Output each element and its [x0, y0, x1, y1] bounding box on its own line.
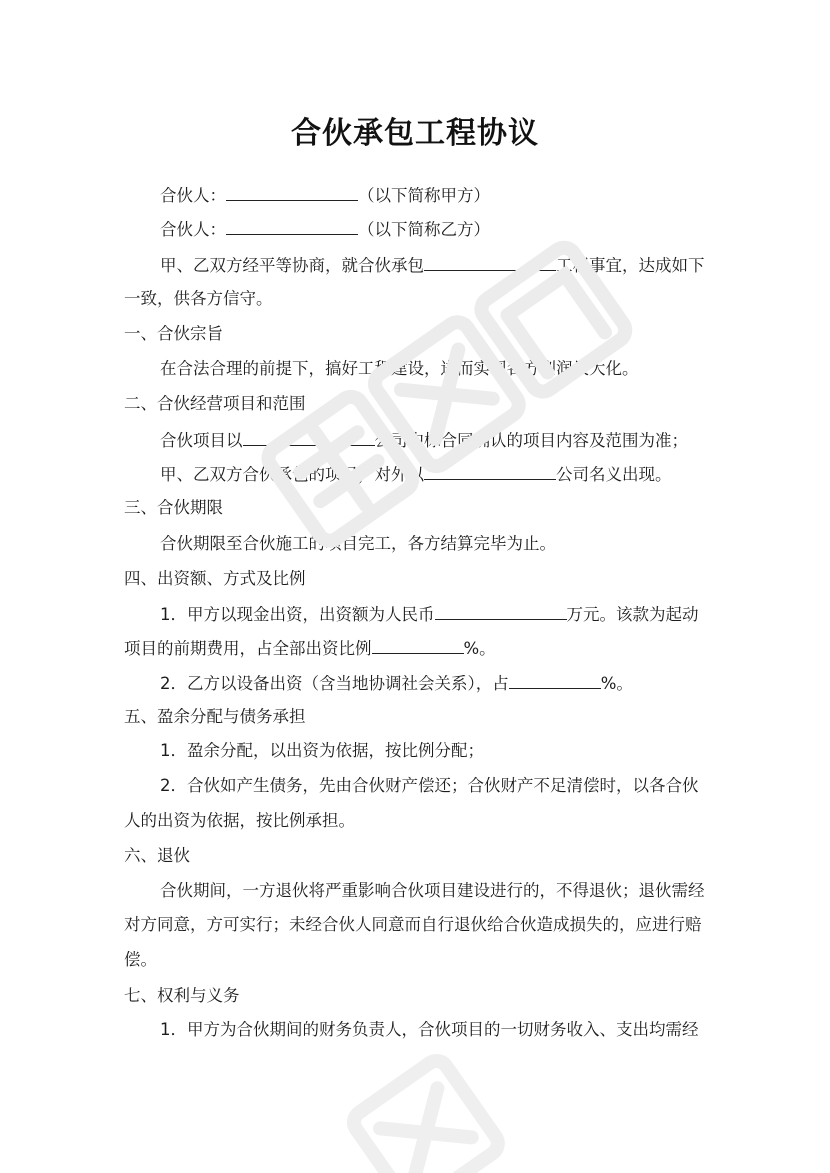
project-name-blank — [424, 253, 556, 271]
party-a-suffix: （以下简称甲方） — [358, 186, 490, 205]
intro-line-2: 一致，供各方信守。 — [124, 289, 273, 308]
intro-line-1 — [160, 253, 705, 277]
section-3-heading: 三、合伙期限 — [124, 498, 223, 517]
section-1-para: 在合法合理的前提下，搞好工程建设，进而实现各方利润最大化。 — [160, 359, 639, 378]
amount-blank — [435, 602, 567, 620]
party-a-label: 合伙人： — [160, 186, 226, 205]
party-b-suffix: （以下简称乙方） — [358, 220, 490, 239]
section-5-para-2-line-2: 人的出资为依据，按比例承担。 — [124, 811, 355, 830]
section-5-para-2-line-1: 2．合伙如产生债务，先由合伙财产偿还；合伙财产不足清偿时，以各合伙 — [160, 776, 699, 795]
s2-p1-text-a: 合伙项目以 — [160, 431, 243, 450]
section-1-heading: 一、合伙宗旨 — [124, 324, 223, 343]
s2-p1-text-b: 公司中标合同确认的项目内容及范围为准； — [374, 431, 688, 450]
section-5-para-1: 1．盈余分配，以出资为依据，按比例分配； — [160, 741, 484, 760]
section-2-para-1 — [160, 428, 688, 452]
section-7-heading: 七、权利与义务 — [124, 986, 240, 1005]
section-6-para-line-1: 合伙期间，一方退伙将严重影响合伙项目建设进行的，不得退伙；退伙需经 — [160, 881, 705, 900]
section-3-para: 合伙期限至合伙施工的项目完工，各方结算完毕为止。 — [160, 534, 556, 553]
ratio-blank-a — [372, 636, 464, 654]
section-4-para-2 — [160, 671, 633, 695]
intro-text-a: 甲、乙双方经平等协商，就合伙承包 — [160, 256, 424, 275]
section-2-para-2 — [160, 462, 672, 486]
ratio-blank-b — [509, 671, 601, 689]
party-b-blank — [226, 217, 358, 235]
s4-p1-text-c: 项目的前期费用，占全部出资比例 — [124, 639, 372, 658]
party-b-label: 合伙人： — [160, 220, 226, 239]
section-6-para-line-2: 对方同意，方可实行；未经合伙人同意而自行退伙给合伙造成损失的，应进行赔 — [124, 915, 702, 934]
s4-p1-text-d: %。 — [463, 639, 496, 658]
section-4-para-1-line-1 — [160, 602, 699, 626]
s4-p1-text-a: 1．甲方以现金出资，出资额为人民币 — [160, 605, 435, 624]
party-a-blank — [226, 183, 358, 201]
section-4-para-1-line-2 — [124, 636, 496, 660]
company-blank-1 — [243, 428, 375, 446]
party-b-line — [160, 217, 490, 241]
section-6-heading: 六、退伙 — [124, 846, 190, 865]
party-a-line — [160, 183, 490, 207]
page-title: 合伙承包工程协议 — [291, 116, 539, 151]
section-5-heading: 五、盈余分配与债务承担 — [124, 707, 306, 726]
intro-text-b: 工程事宜，达成如下 — [556, 256, 705, 275]
section-4-heading: 四、出资额、方式及比例 — [124, 569, 306, 588]
section-2-heading: 二、合伙经营项目和范围 — [124, 394, 306, 413]
s4-p1-text-b: 万元。该款为起动 — [566, 605, 699, 624]
s2-p2-text-b: 公司名义出现。 — [556, 465, 672, 484]
company-blank-2 — [424, 462, 556, 480]
section-6-para-line-3: 偿。 — [124, 950, 157, 969]
s4-p2-text-a: 2．乙方以设备出资（含当地协调社会关系），占 — [160, 674, 509, 693]
s2-p2-text-a: 甲、乙双方合伙承包的项目，对外以 — [160, 465, 424, 484]
s4-p2-text-b: %。 — [600, 674, 633, 693]
section-7-para-1: 1．甲方为合伙期间的财务负责人，合伙项目的一切财务收入、支出均需经 — [160, 1020, 699, 1039]
